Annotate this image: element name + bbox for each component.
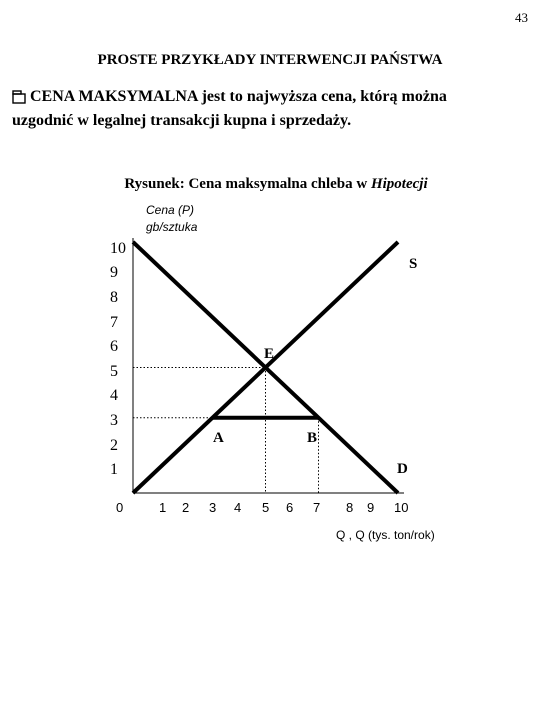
y-axis-unit-line-2: gb/sztuka [146,220,198,234]
y-tick-label: 10 [110,240,126,257]
y-tick-label: 8 [110,289,118,306]
x-tick-label: 2 [182,500,190,515]
x-axis-title: Q , Q (tys. ton/rok) [336,528,435,542]
x-tick-label: 10 [394,500,409,515]
caption-prefix: Rysunek: Cena maksymalna chleba w [124,176,371,192]
y-tick-label: 2 [110,437,118,454]
y-tick-label: 4 [110,387,118,404]
definition-text-1: CENA MAKSYMALNA jest to najwyższa cena, którą można [30,88,447,105]
x-tick-label: 9 [367,500,375,515]
x-tick-label: 7 [313,500,321,515]
point-a-label: A [213,430,224,446]
y-tick-label: 7 [110,314,118,331]
x-tick-label: 0 [116,500,124,515]
y-axis-unit-line-1: Cena (P) [146,203,195,217]
equilibrium-label: E [264,346,275,362]
supply-demand-chart [0,195,540,555]
page-bullet-icon [12,90,26,104]
definition-line-2: uzgodnić w legalnej transakcji kupna i sprzedaży. [12,112,352,129]
section-heading: PROSTE PRZYKŁADY INTERWENCJI PAŃSTWA [97,52,443,68]
x-tick-label: 5 [262,500,270,515]
figure-caption [0,176,540,193]
y-tick-label: 1 [110,461,118,478]
y-tick-label: 9 [110,264,118,281]
page-number: 43 [515,10,528,25]
x-tick-label: 3 [209,500,217,515]
y-tick-label: 3 [110,412,118,429]
demand-label: D [397,461,408,477]
x-tick-label: 8 [346,500,354,515]
y-tick-label: 6 [110,338,118,355]
x-tick-label: 4 [234,500,242,515]
point-b-label: B [307,430,318,446]
definition-line-1 [12,88,447,106]
x-tick-label: 6 [286,500,294,515]
x-tick-label: 1 [159,500,167,515]
supply-label: S [409,256,418,272]
y-tick-label: 5 [110,363,118,380]
caption-italic: Hipotecji [370,176,428,192]
